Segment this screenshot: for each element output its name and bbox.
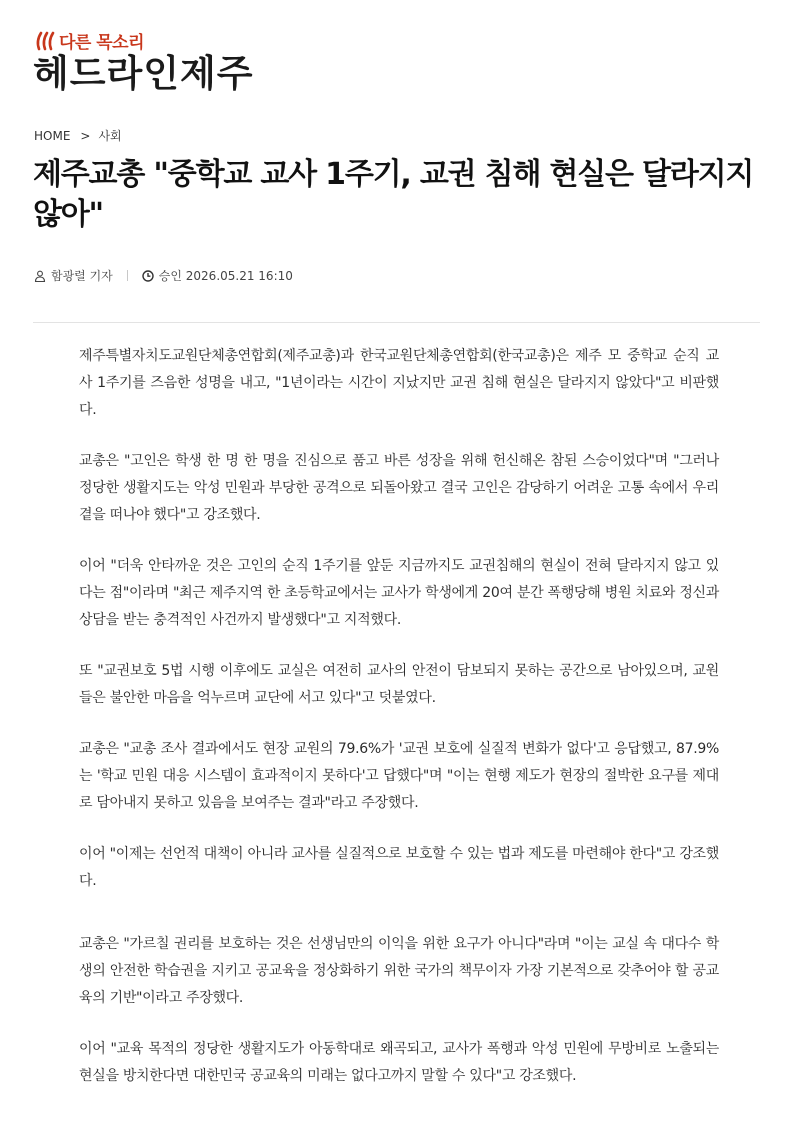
chevron-right-icon: > — [80, 128, 91, 143]
article-paragraph: 교총은 "고인은 학생 한 명 한 명을 진심으로 품고 바른 성장을 위해 헌신해온 참된 스승이었다"며 "그러나 정당한 생활지도는 악성 민원과 부당한 공격으로 되돌아왔고 결국 고인은 감당하기 어려운 고통 속에서 우리 곁을 떠나야 했다"고 강조했다. — [79, 453, 719, 523]
clock-icon — [142, 270, 154, 282]
article-paragraph: 이어 "더욱 안타까운 것은 고인의 순직 1주기를 앞둔 지금까지도 교권침해의 현실이 전혀 달라지지 않고 있다는 점"이라며 "최근 제주지역 한 초등학교에서는 교사가 학생에게 20여 분간 폭행당해 병원 치료와 정신과 상담을 받는 충격적인 사건까지 발생했다"고 지적했다. — [79, 558, 719, 628]
logo-name: 헤드라인제주 — [33, 52, 254, 95]
article-paragraph: 이어 "이제는 선언적 대책이 아니라 교사를 실질적으로 보호할 수 있는 법과 제도를 마련해야 한다"고 강조했다. — [79, 846, 719, 889]
sound-wave-icon — [33, 29, 57, 53]
meta-divider — [127, 270, 128, 281]
breadcrumb — [34, 127, 122, 144]
site-logo[interactable] — [33, 28, 283, 98]
article-paragraph: 또 "교권보호 5법 시행 이후에도 교실은 여전히 교사의 안전이 담보되지 못하는 공간으로 남아있으며, 교원들은 불안한 마음을 억누르며 교단에 서고 있다"고 덧붙였다. — [79, 663, 719, 706]
article-meta — [34, 267, 293, 284]
logo-tagline: 다른 목소리 — [59, 33, 145, 53]
header-divider — [33, 322, 760, 323]
article-paragraph: 교총은 "가르칠 권리를 보호하는 것은 선생님만의 이익을 위한 요구가 아니다"라며 "이는 교실 속 대다수 학생의 안전한 학습권을 지키고 공교육을 정상화하기 위한 국가의 책무이자 가장 기본적으로 갖추어야 할 공교육의 기반"이라고 주장했다. — [79, 936, 719, 1006]
article-approved-time: 승인 2026.05.21 16:10 — [158, 269, 293, 283]
article-author[interactable]: 함광렬 기자 — [51, 269, 113, 283]
person-icon — [34, 270, 46, 282]
article-body — [79, 343, 719, 1114]
breadcrumb-section-link[interactable]: 사회 — [98, 129, 122, 143]
article-paragraph: 이어 "교육 목적의 정당한 생활지도가 아동학대로 왜곡되고, 교사가 폭행과 악성 민원에 무방비로 노출되는 현실을 방치한다면 대한민국 공교육의 미래는 없다고까지 말할 수 있다"고 강조했다. — [79, 1041, 719, 1084]
article-paragraph: 제주특별자치도교원단체총연합회(제주교총)과 한국교원단체총연합회(한국교총)은 제주 모 중학교 순직 교사 1주기를 즈음한 성명을 내고, "1년이라는 시간이 지났지만 교권 침해 현실은 달라지지 않았다"고 비판했다. — [79, 348, 719, 418]
article-paragraph: 교총은 "교총 조사 결과에서도 현장 교원의 79.6%가 '교권 보호에 실질적 변화가 없다'고 응답했고, 87.9%는 '학교 민원 대응 시스템이 효과적이지 못하다'고 답했다"며 "이는 현행 제도가 현장의 절박한 요구를 제대로 담아내지 못하고 있음을 보여주는 결과"라고 주장했다. — [79, 741, 719, 811]
article-title: 제주교총 "중학교 교사 1주기, 교권 침해 현실은 달라지지 않아" — [33, 157, 754, 232]
logo-tagline-row — [33, 28, 144, 53]
breadcrumb-home-link[interactable]: HOME — [34, 128, 71, 143]
